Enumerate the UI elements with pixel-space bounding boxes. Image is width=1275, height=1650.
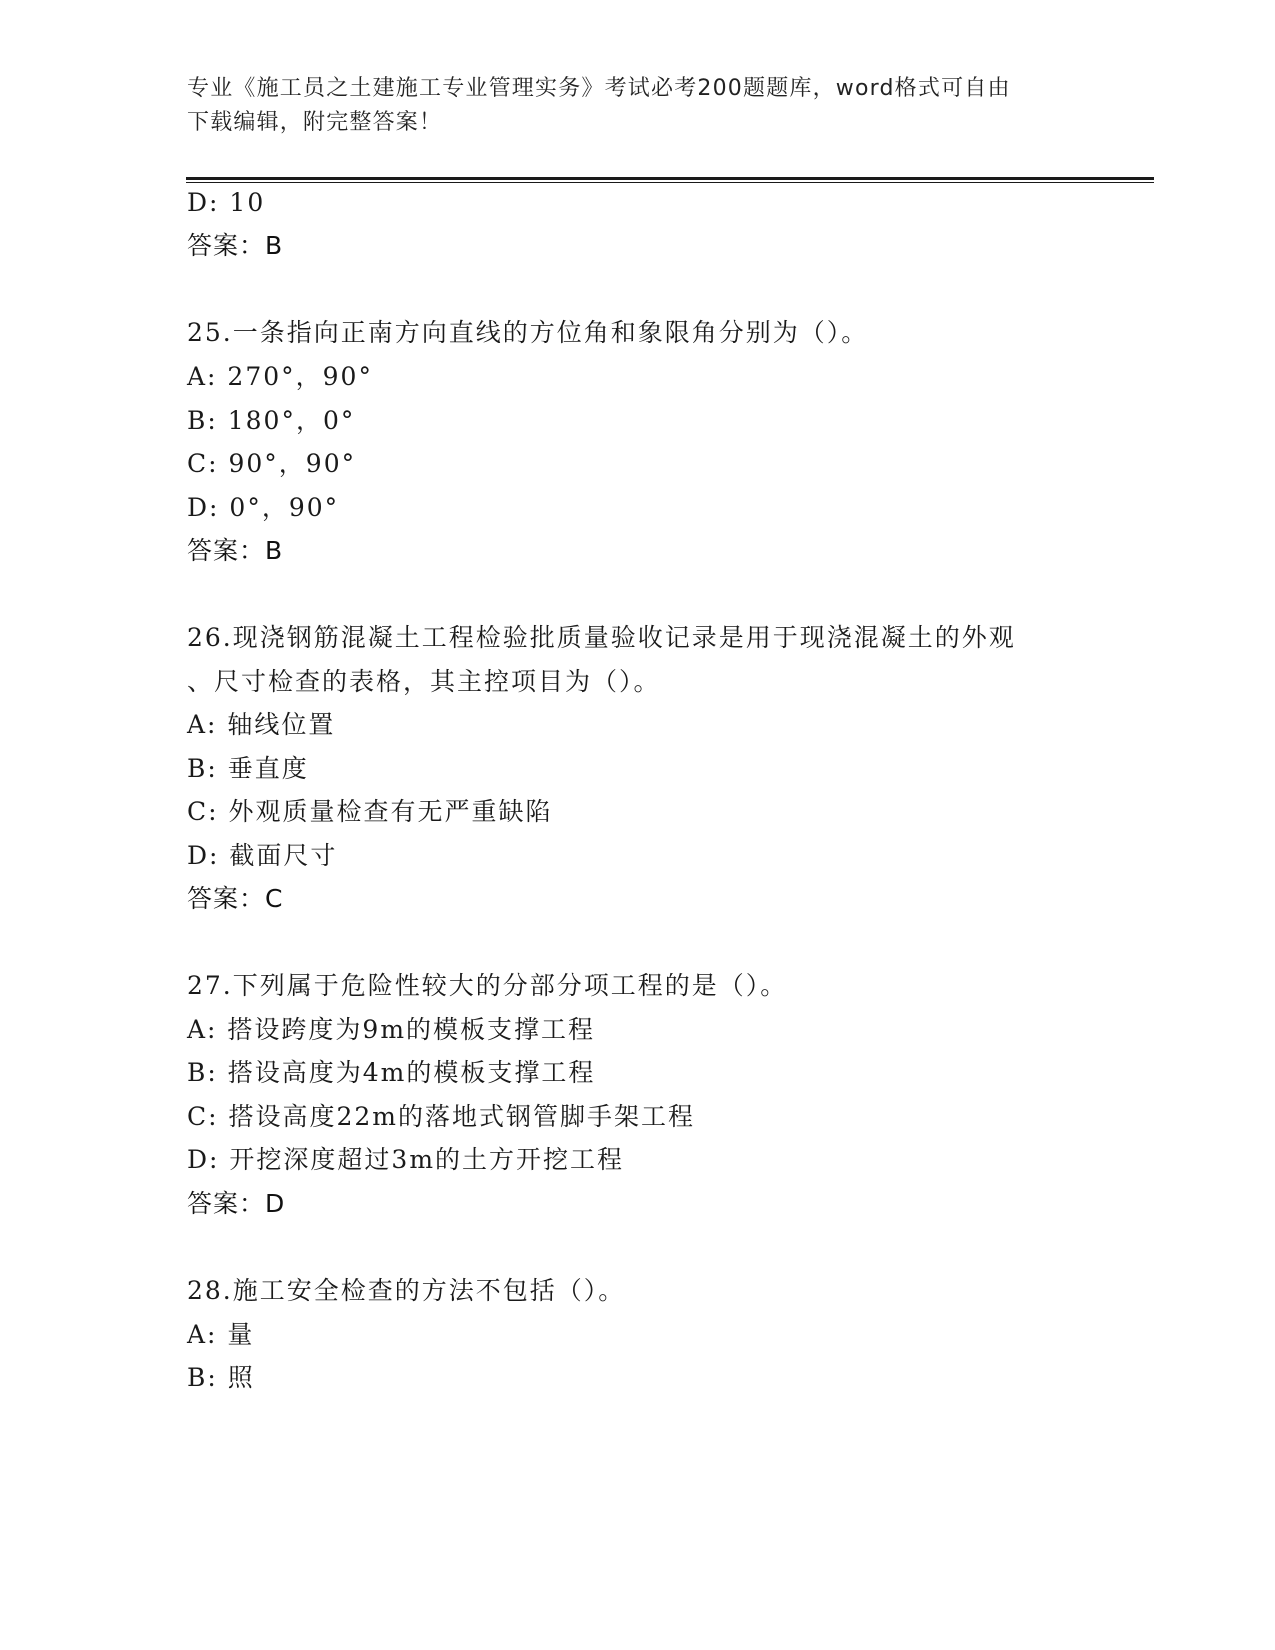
question-26-stem-line-1: 26.现浇钢筋混凝土工程检验批质量验收记录是用于现浇混凝土的外观: [187, 623, 1016, 652]
question-26-answer: 答案：C: [187, 884, 284, 913]
header-line-2: 下载编辑，附完整答案！: [187, 110, 443, 135]
prev-question-answer: 答案：B: [187, 231, 284, 260]
header-divider-thin: [186, 182, 1154, 183]
question-26-stem-line-2: 、尺寸检查的表格，其主控项目为（）。: [187, 667, 661, 696]
question-28-option-b: B: 照: [187, 1363, 255, 1392]
question-25-option-d: D: 0°，90°: [187, 493, 340, 522]
prev-question-option-d: D: 10: [187, 188, 266, 217]
question-26-option-a: A: 轴线位置: [187, 710, 336, 739]
header-divider-thick: [186, 177, 1154, 180]
document-header: [187, 72, 1087, 140]
question-25-option-a: A: 270°，90°: [187, 362, 373, 391]
question-27-answer: 答案：D: [187, 1189, 286, 1218]
question-27-option-c: C: 搭设高度22m的落地式钢管脚手架工程: [187, 1102, 696, 1131]
question-27-option-d: D: 开挖深度超过3m的土方开挖工程: [187, 1145, 625, 1174]
question-26-option-b: B: 垂直度: [187, 754, 309, 783]
question-26-option-c: C: 外观质量检查有无严重缺陷: [187, 797, 553, 826]
question-27-stem: 27.下列属于危险性较大的分部分项工程的是（）。: [187, 971, 788, 1000]
header-line-1: 专业《施工员之土建施工专业管理实务》考试必考200题题库，word格式可自由: [187, 76, 1011, 101]
question-27-option-b: B: 搭设高度为4m的模板支撑工程: [187, 1058, 596, 1087]
question-25-stem: 25.一条指向正南方向直线的方位角和象限角分别为（）。: [187, 318, 869, 347]
question-26-option-d: D: 截面尺寸: [187, 841, 338, 870]
question-25-answer: 答案：B: [187, 536, 284, 565]
question-28-stem: 28.施工安全检查的方法不包括（）。: [187, 1276, 626, 1305]
question-25-option-b: B: 180°，0°: [187, 406, 356, 435]
question-28-option-a: A: 量: [187, 1320, 255, 1349]
question-25-option-c: C: 90°，90°: [187, 449, 357, 478]
question-27-option-a: A: 搭设跨度为9m的模板支撑工程: [187, 1015, 596, 1044]
